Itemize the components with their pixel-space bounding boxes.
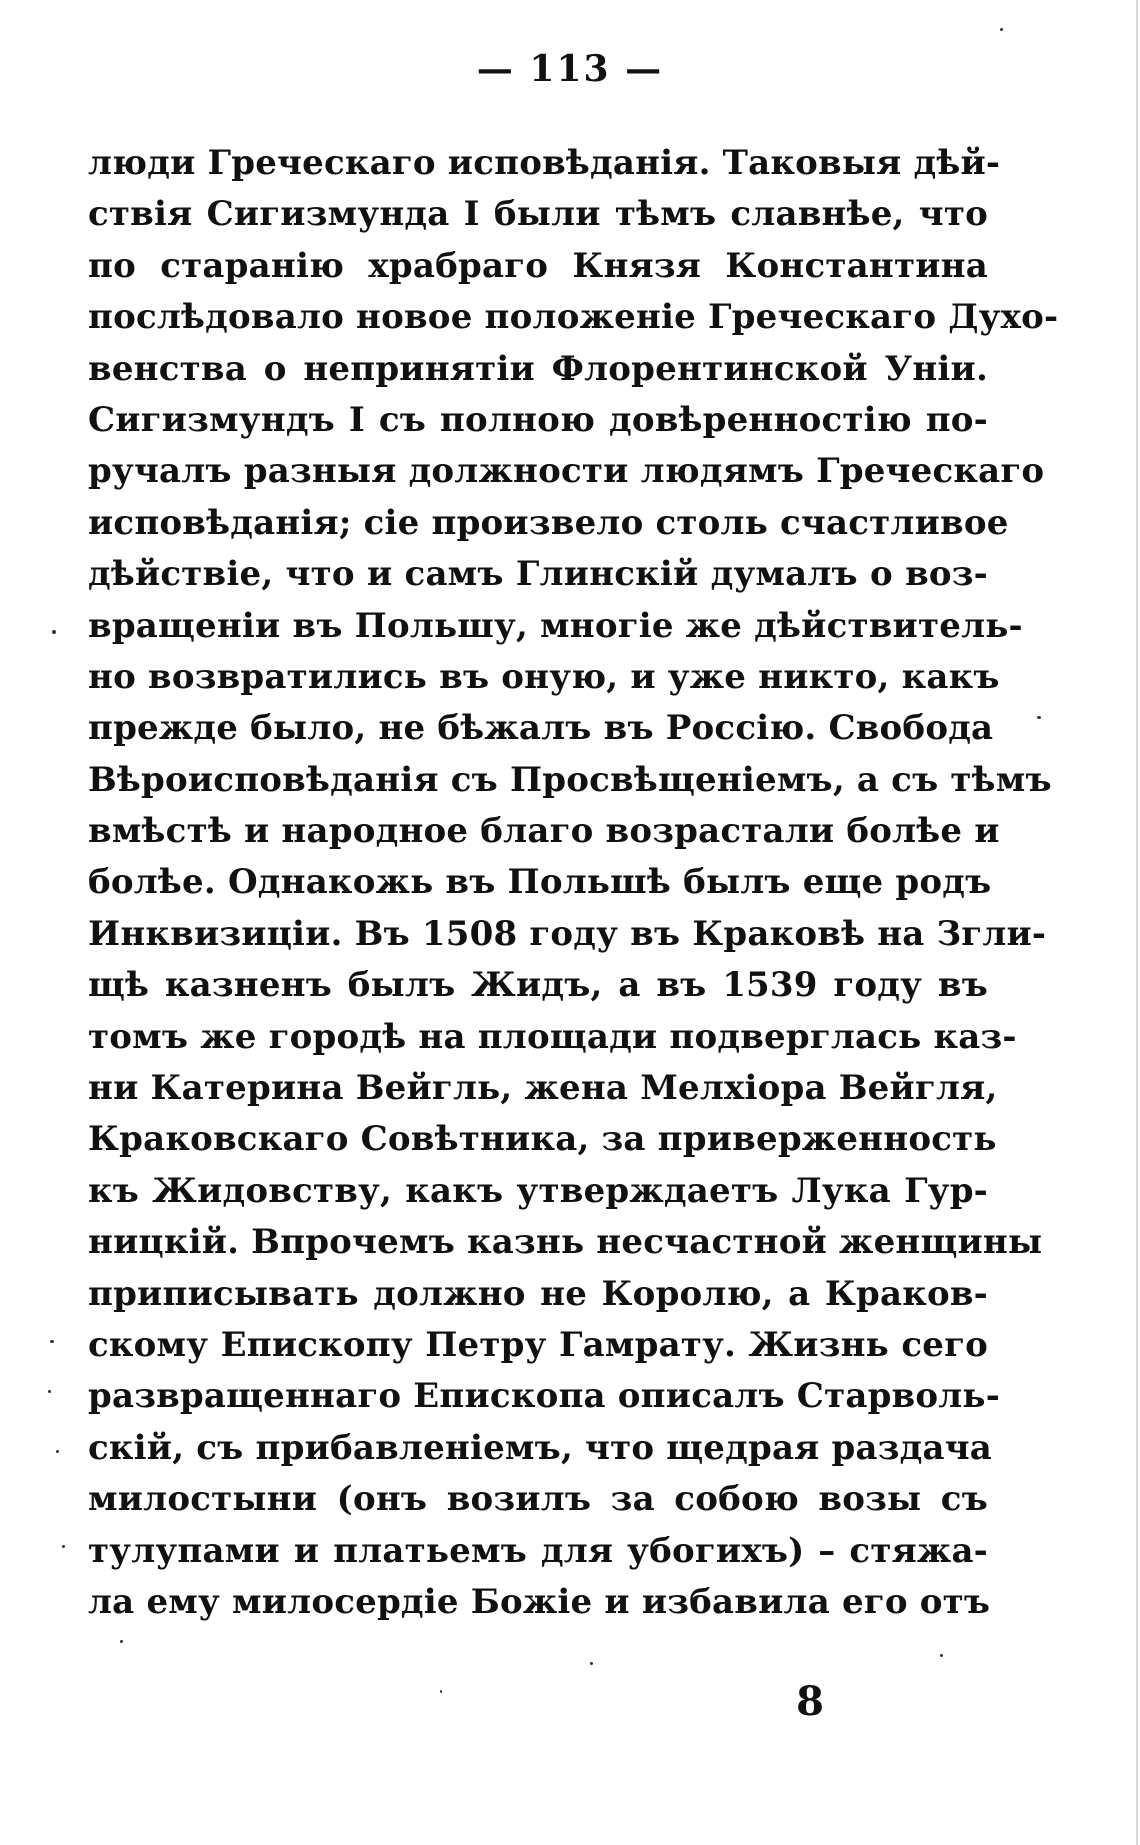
scan-speck <box>50 1340 54 1343</box>
scan-speck <box>120 1640 123 1643</box>
text-line: исповѣданія; сіе произвело столь счастливое <box>88 502 1009 543</box>
text-line: развращеннаго Епископа описалъ Старволь- <box>88 1376 1001 1417</box>
page-number: — 113 — <box>476 48 664 90</box>
text-line: вмѣстѣ и народное благо возрастали болѣе и <box>88 811 1000 852</box>
text-line: Краковскаго Совѣтника, за приверженность <box>88 1119 997 1160</box>
body-text <box>88 138 1059 1628</box>
text-line: скому Епископу Петру Гамрату. Жизнь сего <box>88 1324 988 1365</box>
text-line: ницкій. Впрочемъ казнь несчастной женщины <box>88 1222 1043 1263</box>
scan-speck <box>56 1450 59 1453</box>
scan-speck <box>590 1662 593 1665</box>
text-line: прежде было, не бѣжалъ въ Россію. Свобода <box>88 708 994 749</box>
text-line: ни Катерина Вейгль, жена Мелхіора Вейгля, <box>88 1068 998 1109</box>
text-line: Сигизмундъ I съ полною довѣренностію по- <box>88 399 988 440</box>
text-line: милостыни (онъ возилъ за собою возы съ <box>88 1479 988 1520</box>
signature-mark: 8 <box>796 1678 824 1725</box>
text-line: болѣе. Однакожь въ Польшѣ былъ еще родъ <box>88 862 992 903</box>
scan-speck <box>440 1690 442 1693</box>
text-line: скій, съ прибавленіемъ, что щедрая раздача <box>88 1427 993 1468</box>
page-edge <box>1136 0 1138 1845</box>
text-line: люди Греческаго исповѣданія. Таковыя дѣй- <box>88 143 1001 183</box>
text-line: томъ же городѣ на площади подверглась каз- <box>88 1016 1017 1057</box>
text-line: ла ему милосердіе Божіе и избавила его отъ <box>88 1581 991 1622</box>
text-line: венства о непринятіи Флорентинской Уніи. <box>88 348 988 389</box>
scan-speck <box>1000 28 1003 31</box>
text-line: къ Жидовству, какъ утверждаетъ Лука Гур- <box>88 1170 988 1211</box>
text-line: приписывать должно не Королю, а Краков- <box>88 1273 988 1314</box>
text-line: послѣдовало новое положеніе Греческаго Духо- <box>88 297 1059 338</box>
text-line: Вѣроисповѣданія съ Просвѣщеніемъ, а съ тѣмъ <box>88 759 1052 800</box>
text-line: ствія Сигизмунда I были тѣмъ славнѣе, что <box>88 194 988 235</box>
text-line: щѣ казненъ былъ Жидъ, а въ 1539 году въ <box>88 965 988 1006</box>
text-line: тулупами и платьемъ для убогихъ) – стяжа- <box>88 1530 988 1571</box>
text-line: дѣйствіе, что и самъ Глинскій думалъ о воз- <box>88 554 988 595</box>
scan-speck <box>48 1390 51 1393</box>
scan-speck <box>62 1545 65 1548</box>
text-line: вращеніи въ Польшу, многіе же дѣйствитель- <box>88 605 1023 646</box>
text-line: но возвратились въ оную, и уже никто, какъ <box>88 656 1000 697</box>
text-line: по старанію храбраго Князя Константина <box>88 245 988 286</box>
scan-speck <box>940 1654 943 1657</box>
scan-speck <box>1037 716 1041 719</box>
scan-speck <box>52 630 56 634</box>
text-line: ручалъ разныя должности людямъ Греческаго <box>88 451 1045 492</box>
text-line: Инквизиціи. Въ 1508 году въ Краковѣ на Згли- <box>88 913 1047 954</box>
